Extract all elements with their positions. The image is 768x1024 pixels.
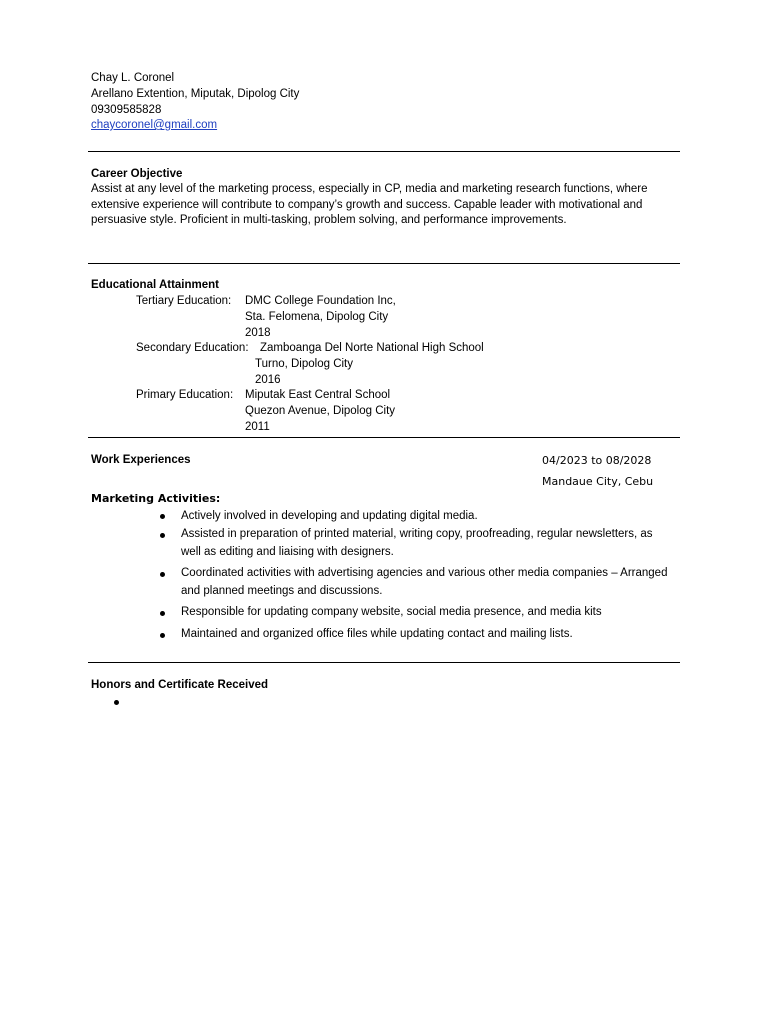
work-dates: 04/2023 to 08/2028 bbox=[542, 454, 652, 467]
divider-2 bbox=[88, 263, 680, 264]
bullet-icon bbox=[160, 633, 165, 638]
secondary-year: 2016 bbox=[255, 374, 281, 386]
secondary-label: Secondary Education: bbox=[136, 342, 249, 354]
bullet-icon bbox=[160, 611, 165, 616]
list-item: Coordinated activities with advertising agencies and various other media companies – Arranged and planned meetings and discussions. bbox=[181, 567, 668, 597]
marketing-activities-heading: Marketing Activities: bbox=[91, 492, 221, 505]
bullet-icon bbox=[160, 572, 165, 577]
primary-year: 2011 bbox=[245, 421, 270, 433]
list-item: Maintained and organized office files while updating contact and mailing lists. bbox=[181, 628, 573, 640]
education-heading: Educational Attainment bbox=[91, 279, 219, 291]
list-item: Assisted in preparation of printed material, writing copy, proofreading, regular newsletters, as well as editing and liaising with designers. bbox=[181, 528, 653, 558]
contact-phone: 09309585828 bbox=[91, 104, 162, 116]
primary-location: Quezon Avenue, Dipolog City bbox=[245, 405, 396, 417]
tertiary-school: DMC College Foundation Inc, bbox=[245, 295, 396, 307]
divider-3 bbox=[88, 437, 680, 438]
work-heading: Work Experiences bbox=[91, 454, 191, 466]
tertiary-location: Sta. Felomena, Dipolog City bbox=[245, 311, 389, 323]
divider-1 bbox=[88, 151, 680, 152]
work-location: Mandaue City, Cebu bbox=[542, 475, 654, 488]
primary-school: Miputak East Central School bbox=[245, 389, 391, 401]
secondary-school: Zamboanga Del Norte National High School bbox=[260, 342, 484, 354]
career-objective-text: Assist at any level of the marketing process, especially in CP, media and marketing research functions, where extensive experience will contribute to company’s growth and success. Capable leader with motivational and persuasive style. Proficient in multi-tasking, problem solving, and performance improvements. bbox=[91, 183, 648, 227]
contact-email-link[interactable]: chaycoronel@gmail.com bbox=[91, 119, 218, 131]
tertiary-year: 2018 bbox=[245, 327, 271, 339]
bullet-icon bbox=[160, 514, 165, 519]
contact-name: Chay L. Coronel bbox=[91, 72, 175, 84]
contact-address: Arellano Extention, Miputak, Dipolog City bbox=[91, 88, 300, 100]
honors-heading: Honors and Certificate Received bbox=[91, 679, 269, 691]
list-item: Actively involved in developing and updating digital media. bbox=[181, 510, 478, 522]
career-objective-heading: Career Objective bbox=[91, 168, 183, 180]
tertiary-label: Tertiary Education: bbox=[136, 295, 232, 307]
divider-4 bbox=[88, 662, 680, 663]
bullet-icon bbox=[114, 700, 119, 705]
secondary-location: Turno, Dipolog City bbox=[255, 358, 354, 370]
list-item: Responsible for updating company website, social media presence, and media kits bbox=[181, 606, 602, 618]
bullet-icon bbox=[160, 533, 165, 538]
primary-label: Primary Education: bbox=[136, 389, 234, 401]
